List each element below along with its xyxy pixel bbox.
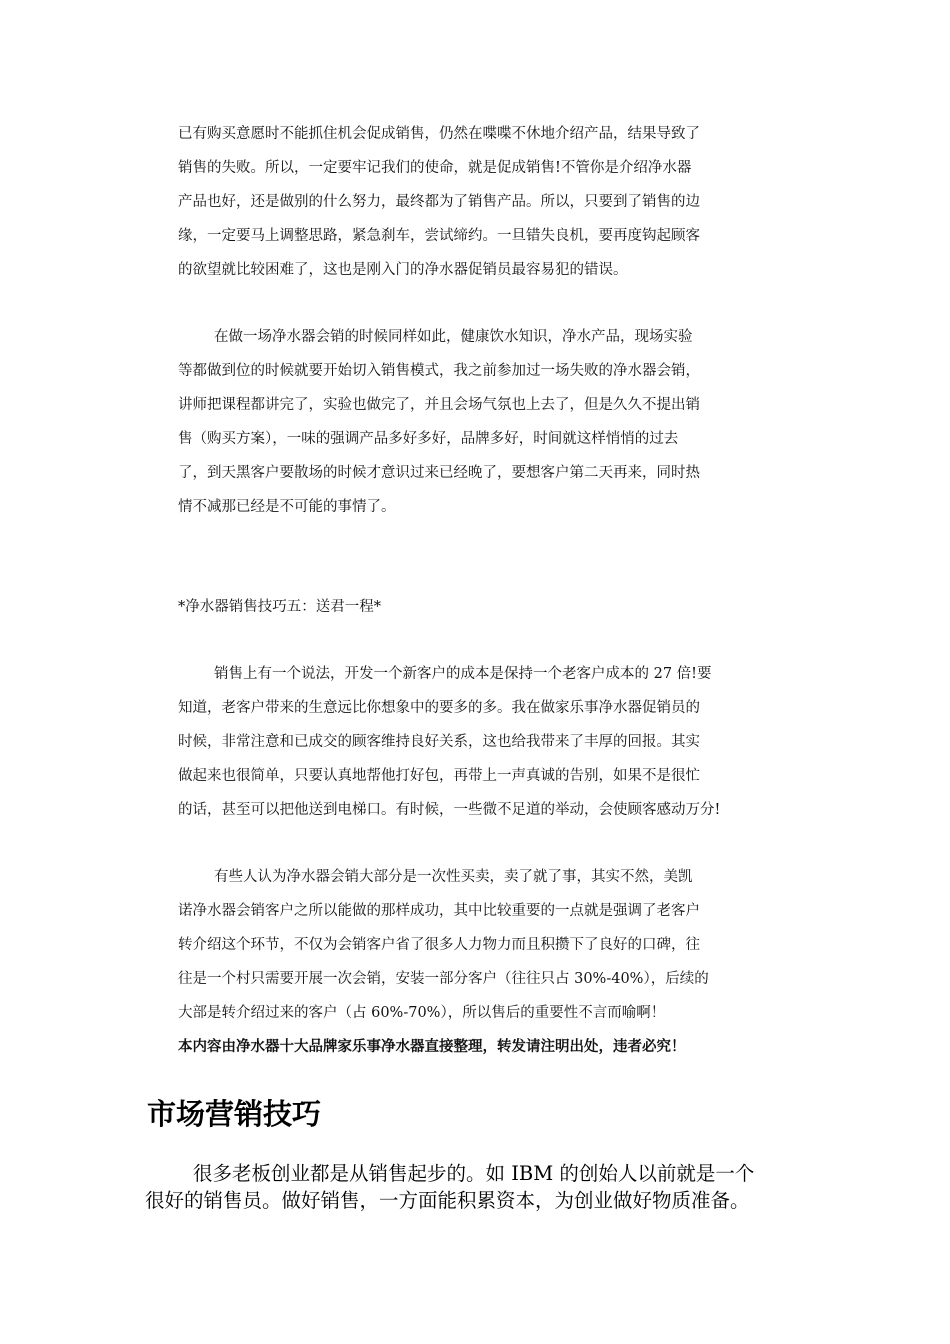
- paragraph-4-line-5: 大部是转介绍过来的客户（占 60%-70%），所以售后的重要性不言而喻啊！: [178, 1005, 666, 1021]
- paragraph-2-line-3: 讲师把课程都讲完了，实验也做完了，并且会场气氛也上去了，但是久久不提出销: [178, 397, 700, 413]
- copyright-notice: 本内容由净水器十大品牌家乐事净水器直接整理，转发请注明出处，违者必究！: [178, 1038, 686, 1055]
- paragraph-1-line-1: 已有购买意愿时不能抓住机会促成销售，仍然在喋喋不休地介绍产品，结果导致了: [178, 126, 700, 142]
- paragraph-3-line-2: 知道，老客户带来的生意远比你想象中的要多的多。我在做家乐事净水器促销员的: [178, 700, 700, 716]
- paragraph-2-line-2: 等都做到位的时候就要开始切入销售模式，我之前参加过一场失败的净水器会销，: [178, 363, 700, 379]
- paragraph-3-line-5: 的话，甚至可以把他送到电梯口。有时候，一些微不足道的举动，会使顾客感动万分!: [178, 802, 721, 818]
- paragraph-2-line-5: 了，到天黑客户要散场的时候才意识过来已经晚了，要想客户第二天再来，同时热: [178, 465, 700, 481]
- tip-heading: *净水器销售技巧五：送君一程*: [178, 599, 381, 615]
- paragraph-2-line-6: 情不减那已经是不可能的事情了。: [178, 499, 396, 515]
- section-title: 市场营销技巧: [147, 1097, 322, 1131]
- paragraph-1-line-4: 缘，一定要马上调整思路，紧急刹车，尝试缔约。一旦错失良机，要再度钩起顾客: [178, 228, 700, 244]
- paragraph-1-line-3: 产品也好，还是做别的什么努力，最终都为了销售产品。所以，只要到了销售的边: [178, 194, 700, 210]
- paragraph-4-line-1: 有些人认为净水器会销大部分是一次性买卖，卖了就了事，其实不然，美凯: [214, 869, 693, 885]
- paragraph-3-line-1: 销售上有一个说法，开发一个新客户的成本是保持一个老客户成本的 27 倍!要: [214, 666, 712, 682]
- paragraph-4-line-4: 往是一个村只需要开展一次会销，安装一部分客户（往往只占 30%-40%），后续的: [178, 971, 709, 987]
- section-body-line-1: 很多老板创业都是从销售起步的。如 IBM 的创始人以前就是一个: [193, 1162, 755, 1185]
- paragraph-2-line-1: 在做一场净水器会销的时候同样如此，健康饮水知识，净水产品，现场实验: [214, 329, 693, 345]
- paragraph-3-line-3: 时候，非常注意和已成交的顾客维持良好关系，这也给我带来了丰厚的回报。其实: [178, 734, 700, 750]
- section-body-line-2: 很好的销售员。做好销售，一方面能积累资本，为创业做好物质准备。: [145, 1189, 750, 1212]
- paragraph-1-line-2: 销售的失败。所以，一定要牢记我们的使命，就是促成销售!不管你是介绍净水器: [178, 160, 692, 176]
- paragraph-2-line-4: 售（购买方案），一味的强调产品多好多好，品牌多好，时间就这样悄悄的过去: [178, 431, 679, 447]
- paragraph-4-line-3: 转介绍这个环节，不仅为会销客户省了很多人力物力而且积攒下了良好的口碑，往: [178, 937, 700, 953]
- paragraph-4-line-2: 诺净水器会销客户之所以能做的那样成功，其中比较重要的一点就是强调了老客户: [178, 903, 700, 919]
- paragraph-1-line-5: 的欲望就比较困难了，这也是刚入门的净水器促销员最容易犯的错误。: [178, 262, 628, 278]
- paragraph-3-line-4: 做起来也很简单，只要认真地帮他打好包，再带上一声真诚的告别，如果不是很忙: [178, 768, 700, 784]
